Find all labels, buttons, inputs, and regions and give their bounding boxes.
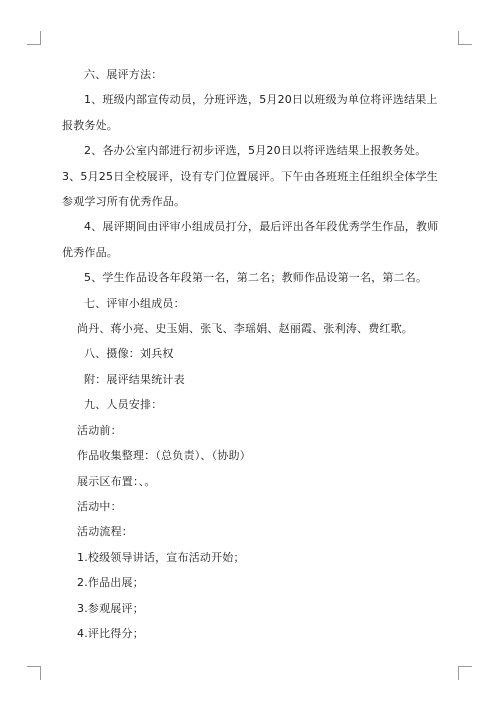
section-heading-evaluation-method: 六、展评方法： (84, 68, 163, 81)
paragraph-collection: 作品收集整理：（总负责）、（协助） (77, 449, 251, 463)
section-heading-camera: 八、摄像：刘兵权 (84, 347, 174, 361)
list-item-step-4: 4.评比得分； (77, 626, 144, 640)
paragraph-scoring: 4、展评期间由评审小组成员打分，最后评出各年段优秀学生作品，教师优秀作品。 (62, 220, 439, 259)
crop-mark-bottom-right (458, 666, 472, 680)
paragraph-class-evaluation: 1、班级内部宣传动员，分班评选，5月20日以班级为单位将评选结果上报教务处。 (62, 93, 438, 132)
paragraph-jury-members: 尚丹、蒋小亮、史玉娟、张飞、李瑶娟、赵丽霞、张利涛、费红歌。 (77, 322, 413, 336)
crop-mark-top-left (27, 31, 41, 45)
paragraph-during-event: 活动中： (77, 499, 122, 513)
paragraph-before-event: 活动前： (77, 423, 122, 437)
paragraph-awards: 5、学生作品设各年段第一名，第二名；教师作品设第一名，第二名。 (84, 271, 428, 285)
paragraph-process-heading: 活动流程： (77, 525, 133, 539)
paragraph-appendix: 附：展评结果统计表 (84, 372, 185, 386)
section-heading-jury: 七、评审小组成员： (84, 296, 185, 310)
list-item-step-1: 1.校级领导讲话，宣布活动开始； (77, 550, 245, 564)
document-body (62, 62, 442, 646)
paragraph-office-evaluation: 2、各办公室内部进行初步评选，5月20日以将评选结果上报教务处。 3、5月25日全校展评，设有专门位置展评。下午由各班班主任组织全体学生参观学习所有优秀作品。 (62, 144, 438, 209)
list-item-step-3: 3.参观展评； (77, 601, 144, 615)
paragraph-display-setup: 展示区布置：、。 (77, 474, 156, 488)
crop-mark-bottom-left (27, 666, 41, 680)
section-heading-staffing: 九、人员安排： (84, 398, 163, 412)
list-item-step-2: 2.作品出展； (77, 576, 144, 590)
crop-mark-top-right (458, 31, 472, 45)
